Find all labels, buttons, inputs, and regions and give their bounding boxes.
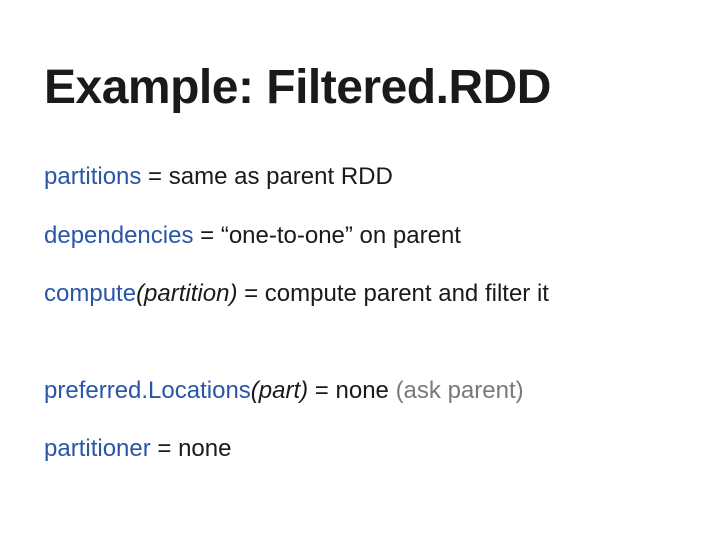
- description-partitioner: = none: [150, 435, 232, 462]
- keyword-dependencies: dependencies: [44, 222, 194, 249]
- description-preferred-locations: = none: [308, 377, 396, 404]
- keyword-compute: compute: [44, 280, 137, 307]
- bullet-partitioner: [44, 435, 231, 463]
- argument-partition: (partition): [136, 280, 238, 307]
- slide-title: Example: Filtered.RDD: [44, 61, 551, 114]
- bullet-preferred-locations: [44, 377, 524, 405]
- bullet-compute: [44, 280, 549, 308]
- keyword-partitions: partitions: [44, 163, 142, 190]
- argument-part: (part): [250, 377, 309, 404]
- bullet-partitions: [44, 163, 393, 191]
- description-dependencies: = “one-to-one” on parent: [193, 222, 461, 249]
- note-ask-parent: (ask parent): [395, 377, 524, 404]
- description-compute: = compute parent and filter it: [237, 280, 549, 307]
- keyword-partitioner: partitioner: [44, 435, 151, 462]
- keyword-preferred-locations: preferred.Locations: [44, 377, 251, 404]
- description-partitions: = same as parent RDD: [141, 163, 393, 190]
- bullet-dependencies: [44, 222, 461, 250]
